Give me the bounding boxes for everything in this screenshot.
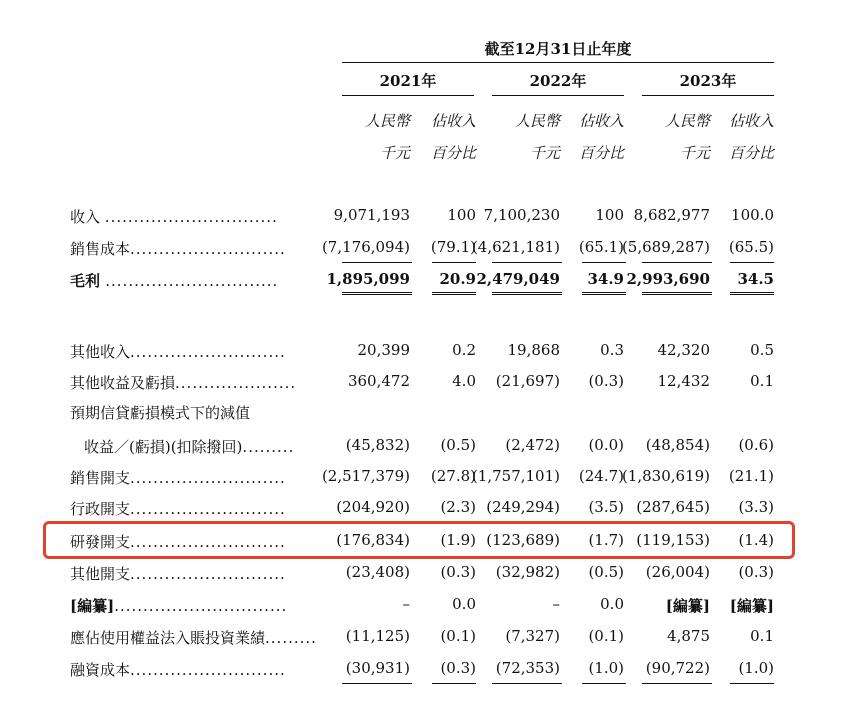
row-label-ecl-gain-loss: 收益／(虧損)(扣除撥回)......... (84, 438, 295, 456)
cell: (0.6) (738, 436, 774, 454)
cell: (1,757,101) (471, 467, 560, 485)
cell: (5,689,287) (621, 238, 710, 256)
col-amount-2021-b: 千元 (379, 144, 410, 162)
row-label-gross-profit: 毛利 .............................. (70, 272, 279, 290)
cell: 4,875 (667, 627, 710, 645)
cell: (7,176,094) (321, 238, 410, 256)
cell: (79.1) (430, 238, 476, 256)
row-label-other-expenses: 其他開支........................... (70, 565, 286, 583)
cell: 34.9 (587, 270, 624, 288)
cell: (21.1) (728, 467, 774, 485)
cell: (1.9) (440, 531, 476, 549)
cell: (7,327) (505, 627, 560, 645)
cell: 2,993,690 (626, 270, 710, 288)
total-rule (642, 292, 712, 295)
cell: 0.1 (750, 372, 774, 390)
row-label-rd-expenses: 研發開支........................... (70, 533, 286, 551)
cell: 100 (595, 206, 624, 224)
bottom-rule (730, 683, 774, 684)
cell: (1.0) (738, 659, 774, 677)
cell: (4,621,181) (471, 238, 560, 256)
total-rule (582, 292, 626, 295)
cell: (32,982) (495, 563, 560, 581)
col-amount-2021-a: 人民幣 (364, 112, 410, 130)
subtotal-rule (432, 262, 476, 263)
col-amount-2022-b: 千元 (529, 144, 560, 162)
cell: 9,071,193 (333, 206, 410, 224)
row-label-share-of-results: 應佔使用權益法入賬投資業績......... (70, 629, 317, 647)
cell: (72,353) (495, 659, 560, 677)
year-2021-rule (342, 95, 474, 96)
cell: (24.7) (578, 467, 624, 485)
cell: 20.9 (439, 270, 476, 288)
cell: (30,931) (345, 659, 410, 677)
period-title: 截至12月31日止年度 (484, 40, 632, 58)
total-rule (730, 292, 774, 295)
year-2022-rule (492, 95, 624, 96)
col-pct-2023-b: 百分比 (728, 144, 774, 162)
cell: (0.3) (440, 659, 476, 677)
cell: (0.1) (588, 627, 624, 645)
cell: (3.3) (738, 498, 774, 516)
bottom-rule (432, 683, 476, 684)
row-label-revenue: 收入 .............................. (70, 208, 278, 226)
cell: 1,895,099 (326, 270, 410, 288)
cell: (23,408) (345, 563, 410, 581)
cell: 0.0 (452, 595, 476, 613)
cell: (176,834) (336, 531, 410, 549)
cell: 0.1 (750, 627, 774, 645)
total-rule (342, 292, 412, 295)
cell: (0.3) (588, 372, 624, 390)
year-2023: 2023年 (679, 72, 737, 90)
row-label-other-income: 其他收入........................... (70, 343, 286, 361)
col-pct-2023-a: 佔收入 (728, 112, 774, 130)
cell: [編纂] (665, 597, 710, 615)
year-2022: 2022年 (529, 72, 587, 90)
col-pct-2022-a: 佔收入 (578, 112, 624, 130)
bottom-rule (342, 683, 412, 684)
cell: 20,399 (357, 341, 410, 359)
cell: (65.1) (578, 238, 624, 256)
rd-expenses-highlight-box (43, 521, 795, 559)
cell: 0.3 (600, 341, 624, 359)
cell: (0.0) (588, 436, 624, 454)
total-rule (432, 292, 476, 295)
cell: (1.0) (588, 659, 624, 677)
cell: (1.4) (738, 531, 774, 549)
cell: 100.0 (731, 206, 774, 224)
year-2023-rule (642, 95, 774, 96)
cell: (65.5) (728, 238, 774, 256)
cell: (204,920) (336, 498, 410, 516)
cell: (1,830,619) (621, 467, 710, 485)
row-label-selling-expenses: 銷售開支........................... (70, 469, 286, 487)
cell: 2,479,049 (476, 270, 560, 288)
cell: (0.3) (440, 563, 476, 581)
subtotal-rule (342, 262, 412, 263)
col-pct-2021-b: 百分比 (430, 144, 476, 162)
cell: [編纂] (729, 597, 774, 615)
cell: (2.3) (440, 498, 476, 516)
cell: (0.5) (440, 436, 476, 454)
cell: 0.5 (750, 341, 774, 359)
cell: (48,854) (645, 436, 710, 454)
cell: (0.1) (440, 627, 476, 645)
cell: (27.8) (430, 467, 476, 485)
cell: 8,682,977 (633, 206, 710, 224)
cell: (2,472) (505, 436, 560, 454)
cell: 100 (447, 206, 476, 224)
subtotal-rule (582, 262, 626, 263)
bottom-rule (582, 683, 626, 684)
cell: (287,645) (636, 498, 710, 516)
cell: (123,689) (486, 531, 560, 549)
cell: (90,722) (645, 659, 710, 677)
cell: 0.0 (600, 595, 624, 613)
cell: 42,320 (657, 341, 710, 359)
subtotal-rule (642, 262, 712, 263)
col-amount-2022-a: 人民幣 (514, 112, 560, 130)
row-label-other-gains-losses: 其他收益及虧損..................... (70, 374, 297, 392)
bottom-rule (492, 683, 562, 684)
cell: 0.2 (452, 341, 476, 359)
row-label-redacted: [編纂].............................. (70, 597, 288, 615)
bottom-rule (642, 683, 712, 684)
col-pct-2021-a: 佔收入 (430, 112, 476, 130)
cell: 7,100,230 (483, 206, 560, 224)
cell: (0.5) (588, 563, 624, 581)
cell: (119,153) (636, 531, 710, 549)
total-rule (492, 292, 562, 295)
cell: (1.7) (588, 531, 624, 549)
col-amount-2023-b: 千元 (679, 144, 710, 162)
cell: 4.0 (452, 372, 476, 390)
cell: (249,294) (486, 498, 560, 516)
cell: 12,432 (657, 372, 710, 390)
cell: – (402, 595, 410, 613)
cell: 19,868 (507, 341, 560, 359)
cell: (0.3) (738, 563, 774, 581)
subtotal-rule (492, 262, 562, 263)
col-pct-2022-b: 百分比 (578, 144, 624, 162)
cell: (11,125) (345, 627, 410, 645)
cell: 360,472 (347, 372, 410, 390)
period-rule (342, 62, 774, 63)
row-label-cost-of-sales: 銷售成本........................... (70, 240, 286, 258)
subtotal-rule (730, 262, 774, 263)
col-amount-2023-a: 人民幣 (664, 112, 710, 130)
row-label-finance-costs: 融資成本........................... (70, 661, 286, 679)
cell: (2,517,379) (321, 467, 410, 485)
cell: (45,832) (345, 436, 410, 454)
year-2021: 2021年 (379, 72, 437, 90)
cell: – (552, 595, 560, 613)
cell: (26,004) (645, 563, 710, 581)
cell: (21,697) (495, 372, 560, 390)
cell: 34.5 (737, 270, 774, 288)
row-label-ecl-impairment: 預期信貸虧損模式下的減值 (70, 404, 251, 422)
row-label-admin-expenses: 行政開支........................... (70, 500, 286, 518)
cell: (3.5) (588, 498, 624, 516)
